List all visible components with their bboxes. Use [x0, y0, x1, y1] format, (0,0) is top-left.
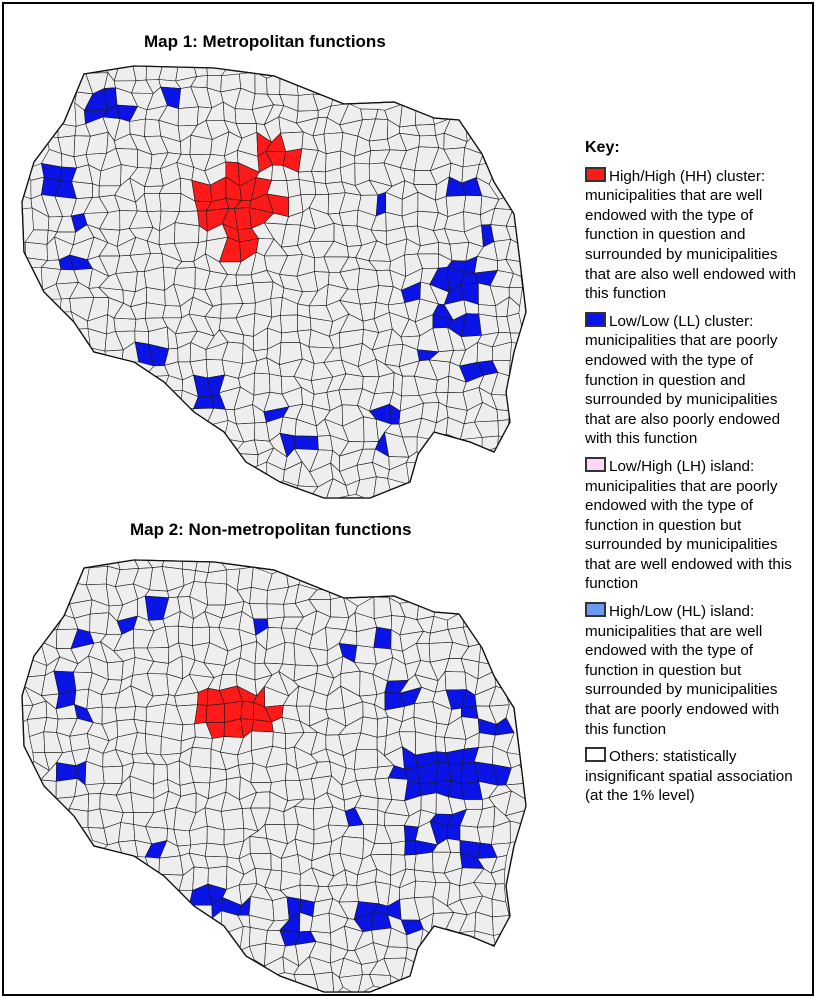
- ll-swatch: [585, 312, 606, 327]
- key-others-label: Others: statistically insignificant spatial association (at the 1% level): [585, 748, 793, 805]
- others-swatch: [585, 747, 606, 762]
- municipality: [145, 734, 161, 755]
- municipality: [414, 881, 436, 898]
- municipality-ll: [56, 763, 77, 782]
- municipality: [360, 302, 376, 321]
- municipality-hh: [235, 208, 252, 230]
- municipality: [391, 841, 405, 855]
- municipality: [281, 331, 300, 342]
- key-lh-label: Low/High (LH) island: municipalities that are poorly endowed with the type of function in question but surrounded by municipalities that are well endowed with this function: [585, 457, 792, 593]
- lh-swatch: [585, 457, 606, 472]
- municipality: [250, 587, 268, 604]
- municipality: [479, 314, 499, 335]
- key-item-others: [585, 747, 807, 806]
- municipality: [497, 410, 514, 421]
- key-ll-label: Low/Low (LL) cluster: municipalities that are poorly endowed with the type of function in question and surrounded by municipalities that are also poorly endowed with this function: [585, 312, 781, 448]
- municipality: [69, 809, 88, 829]
- municipality-hh: [206, 704, 225, 723]
- municipality: [324, 133, 343, 154]
- municipality: [145, 119, 161, 137]
- key-item-hh: [585, 167, 807, 304]
- municipality: [178, 107, 198, 126]
- municipality-hh: [252, 720, 273, 732]
- municipality: [192, 737, 212, 749]
- map1-title: Map 1: Metropolitan functions: [144, 32, 386, 51]
- municipality: [56, 778, 77, 798]
- municipality: [92, 184, 99, 198]
- municipality: [130, 119, 146, 137]
- municipality: [86, 566, 107, 585]
- municipality: [354, 767, 378, 781]
- municipality: [115, 707, 135, 721]
- municipality: [283, 643, 296, 665]
- map1-metropolitan-functions: [14, 62, 534, 502]
- municipality: [88, 794, 100, 812]
- municipality: [414, 852, 433, 872]
- municipality: [159, 856, 183, 875]
- municipality: [374, 597, 392, 619]
- key-item-lh: [585, 457, 807, 594]
- municipality-ll: [447, 826, 460, 841]
- municipality-hh: [241, 701, 254, 719]
- municipality: [105, 350, 123, 363]
- municipality-boundaries: [16, 556, 529, 996]
- municipality: [254, 373, 270, 395]
- municipality: [371, 843, 392, 855]
- municipality: [119, 823, 135, 843]
- municipality: [273, 897, 290, 921]
- municipality: [354, 750, 378, 770]
- municipality: [479, 733, 496, 748]
- municipality-ll: [295, 436, 319, 450]
- municipality: [377, 810, 385, 826]
- municipality: [107, 661, 123, 680]
- municipality: [267, 604, 284, 619]
- municipality: [146, 287, 165, 305]
- municipality: [146, 704, 166, 723]
- municipality: [178, 626, 192, 646]
- municipality-ll: [374, 627, 391, 649]
- key-item-ll: [585, 312, 807, 449]
- municipality: [206, 583, 227, 606]
- hl-swatch: [585, 602, 606, 617]
- municipality: [445, 672, 466, 691]
- municipality: [190, 766, 211, 783]
- map2-title: Map 2: Non-metropolitan functions: [130, 520, 412, 539]
- figure-frame: [2, 2, 814, 996]
- municipality: [196, 557, 210, 573]
- key-item-hl: [585, 602, 807, 739]
- municipality: [393, 373, 402, 396]
- municipality: [221, 808, 244, 830]
- municipality: [134, 707, 146, 722]
- municipality: [369, 139, 390, 151]
- key-title: Key:: [585, 139, 620, 156]
- municipality: [287, 180, 301, 198]
- map2-non-metropolitan-functions: [14, 556, 534, 996]
- municipality: [114, 318, 136, 331]
- municipality: [357, 882, 379, 904]
- municipality: [114, 62, 136, 81]
- municipality: [190, 747, 211, 768]
- municipality: [298, 315, 312, 331]
- municipality: [90, 613, 109, 635]
- key-hl-label: High/Low (HL) island: municipalities that are well endowed with the type of function in question but surrounded by municipalities that are poorly endowed with this function: [585, 603, 780, 738]
- municipality: [145, 857, 159, 876]
- municipality: [464, 195, 482, 214]
- municipality-ll: [405, 840, 417, 855]
- municipality: [145, 303, 165, 319]
- municipality: [464, 800, 483, 810]
- municipality: [118, 556, 139, 570]
- municipality: [237, 567, 253, 590]
- municipality: [436, 737, 446, 753]
- municipality: [269, 374, 282, 394]
- municipality: [144, 194, 161, 212]
- municipality: [355, 645, 377, 664]
- municipality: [159, 194, 181, 212]
- municipality: [159, 62, 179, 81]
- municipality: [280, 417, 296, 436]
- hh-swatch: [585, 167, 606, 182]
- municipality: [388, 778, 408, 801]
- municipality: [510, 821, 528, 843]
- municipality: [174, 223, 199, 244]
- municipality: [299, 180, 316, 195]
- key-hh-label: High/High (HH) cluster: municipalities that are well endowed with the type of function in question and surrounded by municipalities that are also well endowed with this function: [585, 167, 797, 303]
- map-key: [585, 138, 807, 814]
- municipality: [361, 109, 378, 120]
- municipality: [384, 947, 407, 959]
- municipality: [163, 306, 182, 318]
- municipality: [103, 766, 123, 784]
- municipality: [280, 315, 297, 333]
